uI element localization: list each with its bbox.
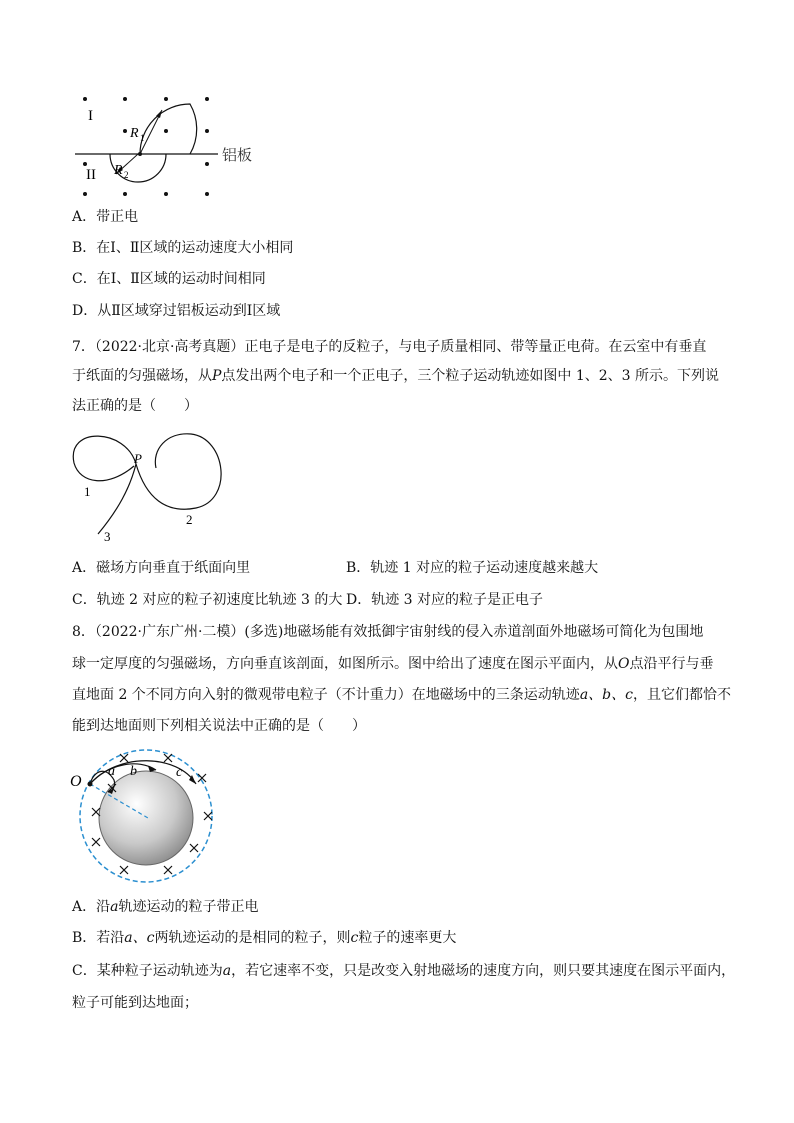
r2-label: R bbox=[114, 163, 123, 178]
region-1-label: I bbox=[88, 108, 93, 124]
q7-stem-line-1: 7．（2022·北京·高考真题）正电子是电子的反粒子，与电子质量相同、带等量正电荷。在云室中有垂直 bbox=[72, 339, 707, 355]
q6-option-c: C．在Ⅰ、Ⅱ区域的运动时间相同 bbox=[72, 271, 266, 287]
q6-option-a: A．带正电 bbox=[72, 209, 139, 225]
q8-option-c-line-1: C．某种粒子运动轨迹为a，若它速率不变，只是改变入射地磁场的速度方向，则只要其速度在图示平面内， bbox=[72, 963, 736, 979]
q7-option-d: D．轨迹 3 对应的粒子是正电子 bbox=[346, 592, 544, 608]
q8-option-a: A．沿a轨迹运动的粒子带正电 bbox=[72, 899, 259, 915]
a-label: a bbox=[108, 764, 115, 779]
r2-subscript: 2 bbox=[124, 170, 129, 180]
track-1 bbox=[73, 436, 136, 481]
q8-stem-line-2: 球一定厚度的匀强磁场，方向垂直该剖面，如图所示。图中给出了速度在图示平面内，从O点沿平行与垂 bbox=[72, 656, 714, 672]
arc-r1 bbox=[140, 104, 197, 154]
q7-stem-line-3: 法正确的是（ ） bbox=[72, 398, 198, 414]
p-label: P bbox=[134, 451, 142, 466]
region-2-label: II bbox=[86, 167, 96, 183]
track-3-label: 3 bbox=[104, 529, 111, 543]
track-2 bbox=[136, 434, 221, 509]
track-1-label: 1 bbox=[84, 484, 91, 499]
track-3 bbox=[98, 464, 136, 534]
q7-option-b: B．轨迹 1 对应的粒子运动速度越来越大 bbox=[346, 560, 599, 576]
r1-label: R bbox=[130, 126, 139, 141]
q6-option-d: D．从Ⅱ区域穿过铝板运动到Ⅰ区域 bbox=[72, 303, 281, 319]
q8-stem-line-3: 直地面 2 个不同方向入射的微观带电粒子（不计重力）在地磁场中的三条运动轨迹a、b、c，且它们都恰不 bbox=[72, 687, 731, 703]
b-label: b bbox=[130, 764, 137, 779]
q8-option-b: B．若沿a、c两轨迹运动的是相同的粒子，则c粒子的速率更大 bbox=[72, 930, 457, 946]
q7-option-a: A．磁场方向垂直于纸面向里 bbox=[72, 560, 251, 576]
plate-label: 铝板 bbox=[222, 146, 253, 164]
earth bbox=[99, 771, 193, 865]
figure-particle-tracks bbox=[66, 428, 246, 543]
track-2-label: 2 bbox=[186, 512, 193, 527]
q6-option-b: B．在Ⅰ、Ⅱ区域的运动速度大小相同 bbox=[72, 240, 294, 256]
q7-stem-line-2: 于纸面的匀强磁场，从P点发出两个电子和一个正电子，三个粒子运动轨迹如图中 1、2、3 所示。下列说 bbox=[72, 368, 720, 384]
r1-subscript: 1 bbox=[140, 133, 145, 143]
figure-geomagnetic-field bbox=[68, 748, 228, 886]
q8-stem-line-4: 能到达地面则下列相关说法中正确的是（ ） bbox=[72, 718, 366, 734]
c-label: c bbox=[176, 765, 183, 780]
q7-option-c: C．轨迹 2 对应的粒子初速度比轨迹 3 的大 bbox=[72, 592, 343, 608]
o-label: O bbox=[70, 773, 82, 790]
q8-option-c-line-2: 粒子可能到达地面； bbox=[72, 995, 198, 1011]
q8-stem-line-1: 8．（2022·广东广州·二模）(多选)地磁场能有效抵御宇宙射线的侵入赤道剖面外地磁场可简化为包围地 bbox=[72, 624, 704, 640]
